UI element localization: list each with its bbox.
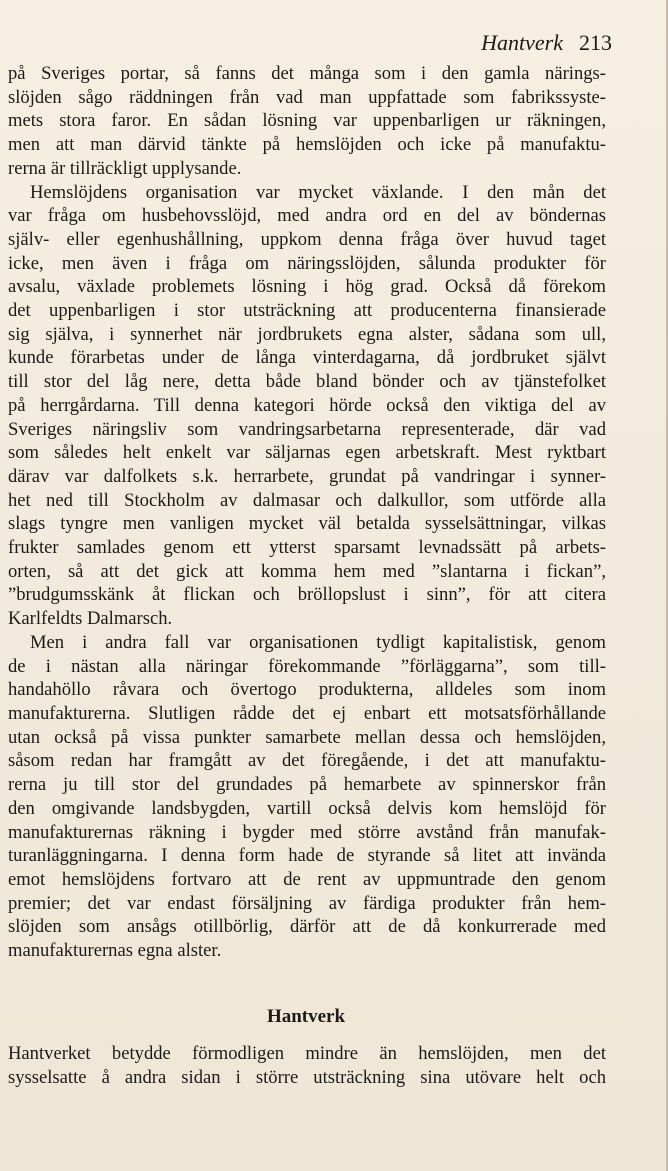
paragraph <box>8 181 606 631</box>
text-line: det uppenbarligen i stor utsträckning att producenterna finansierade <box>8 300 606 322</box>
text-line: därav var dalfolkets s.k. herrarbete, grundat på vandringar i synner- <box>8 465 606 487</box>
text-line: emot hemslöjdens fortvaro att de rent av uppmuntrade den genom <box>8 868 606 890</box>
text-line: slöjden sågo räddningen från vad man uppfattade som fabrikssyste- <box>8 86 606 108</box>
text-line: utan också på vissa punkter samarbete mellan dessa och hemslöjden, <box>8 726 606 748</box>
paragraph <box>8 631 606 963</box>
text-line: mets stora faror. En sådan lösning var uppenbarligen ur räkningen, <box>8 110 606 132</box>
text-line: orten, så att det gick att komma hem med ”slantarna i fickan”, <box>8 560 606 582</box>
text-line: avsalu, växlade problemets lösning i hög grad. Också då förekom <box>8 276 606 298</box>
text-line: slöjden som ansågs otillbörlig, därför att de då konkurrerade med <box>8 916 606 938</box>
text-line: kunde förarbetas under de långa vinterdagarna, då jordbruket självt <box>8 347 606 369</box>
text-line: handahöllo råvara och övertogo produkterna, alldeles som inom <box>8 679 606 701</box>
text-line: Hantverket betydde förmodligen mindre än hemslöjden, men det <box>8 1043 606 1064</box>
text-line: rerna ju till stor del grundades på hemarbete av spinnerskor från <box>8 774 606 796</box>
text-line: rerna är tillräckligt upplysande. <box>8 157 242 179</box>
section-heading: Hantverk <box>266 1006 346 1027</box>
text-line: var fråga om husbehovsslöjd, med andra ord en del av böndernas <box>8 205 606 227</box>
paragraph <box>8 62 606 181</box>
text-line: het ned till Stockholm av dalmasar och dalkullor, som utförde alla <box>8 489 606 511</box>
text-line: den omgivande landsbygden, vartill också delvis kom hemslöjd för <box>8 797 606 819</box>
text-line: ”brudgumsskänk åt flickan och bröllopslust i sinn”, för att citera <box>8 584 606 606</box>
text-line: manufakturernas räkning i bygder med större avstånd från manufak- <box>8 821 606 843</box>
text-line: såsom redan har framgått av det föregående, i det att manufaktu- <box>8 750 606 772</box>
text-line: på Sveriges portar, så fanns det många som i den gamla närings- <box>8 63 606 84</box>
text-line: sig själva, i synnerhet när jordbrukets egna alster, sådana som ull, <box>8 323 606 345</box>
text-line: på herrgårdarna. Till denna kategori hörde också den viktiga del av <box>8 394 606 416</box>
text-line: Men i andra fall var organisationen tydligt kapitalistisk, genom <box>30 631 606 653</box>
text-line: frukter samlades genom ett ytterst sparsamt levnadssätt på arbets- <box>8 537 606 559</box>
text-line: manufakturerna. Slutligen rådde det ej enbart ett motsatsförhållande <box>8 702 606 724</box>
page-number: 213 <box>579 30 612 55</box>
text-line: själv- eller egenhushållning, uppkom denna fråga över huvud taget <box>8 228 606 250</box>
text-line: manufakturernas egna alster. <box>8 940 222 962</box>
text-line: slags tyngre men vanligen mycket väl betalda sysselsättningar, vilkas <box>8 513 606 535</box>
section-body-text <box>8 1042 606 1089</box>
text-line: de i nästan alla näringar förekommande ”förläggarna”, som till- <box>8 655 606 677</box>
text-line: sysselsatte å andra sidan i större utsträckning sina utövare helt och <box>8 1066 606 1088</box>
text-line: premier; det var endast försäljning av färdiga produkter från hem- <box>8 892 606 914</box>
text-line: Karlfeldts Dalmarsch. <box>8 608 173 630</box>
text-line: men att man därvid tänkte på hemslöjden och icke på manufaktu- <box>8 134 606 156</box>
text-line: som således helt enkelt var säljarnas egen arbetskraft. Mest ryktbart <box>8 442 606 464</box>
text-line: Sveriges näringsliv som vandringsarbetarna representerade, där vad <box>8 418 606 440</box>
text-line: Hemslöjdens organisation var mycket växlande. I den mån det <box>30 181 606 203</box>
running-head-title: Hantverk <box>481 30 563 55</box>
body-text <box>8 62 606 963</box>
text-line: icke, men även i fråga om näringsslöjden, sålunda produkter för <box>8 252 606 274</box>
text-line: till stor del låg nere, detta både bland bönder och av tjänstefolket <box>8 371 606 393</box>
running-head <box>481 30 612 56</box>
text-line: turanläggningarna. I denna form hade de styrande så litet att invända <box>8 845 606 867</box>
